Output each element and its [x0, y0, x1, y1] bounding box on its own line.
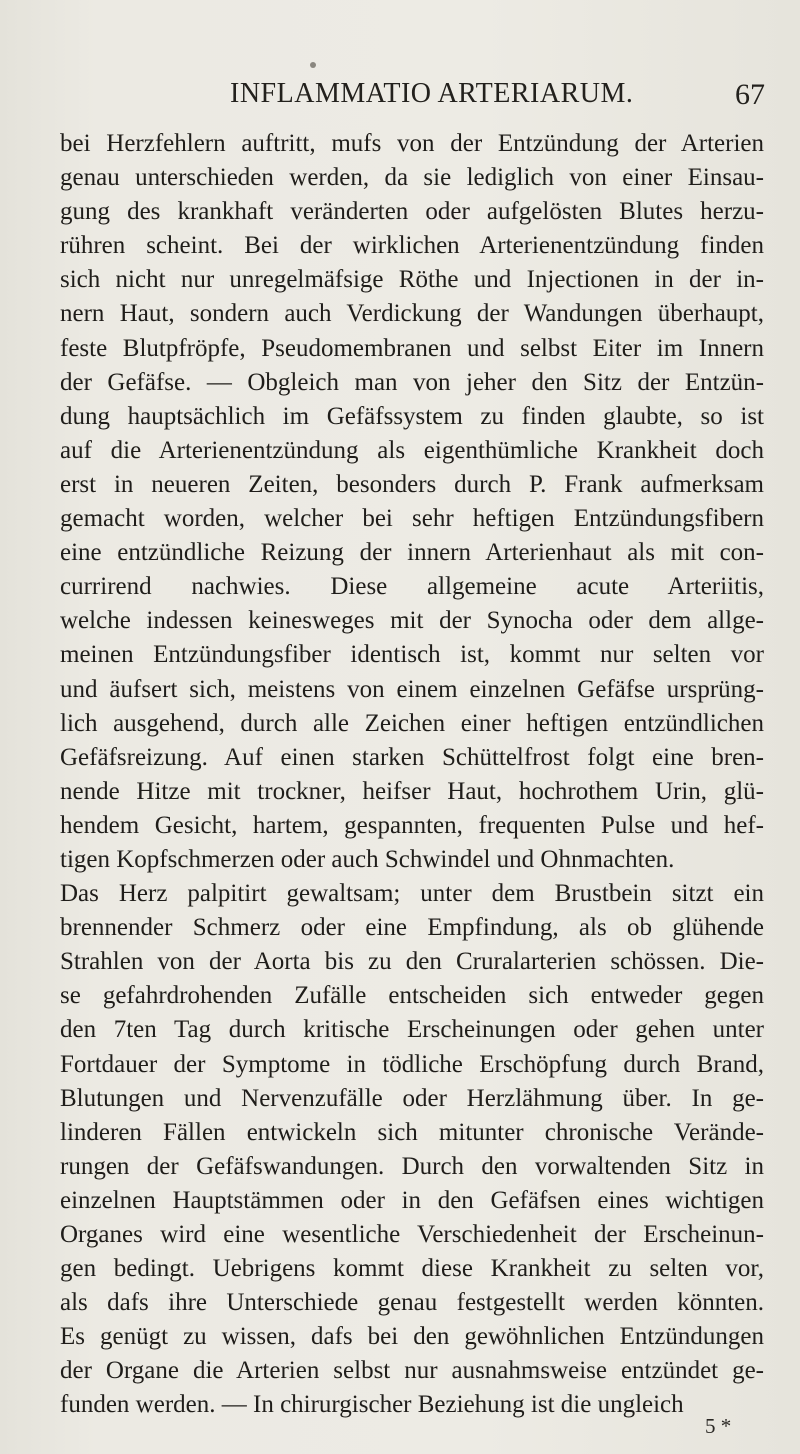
text-line: auf die Arterienentzündung als eigenthümliche Krankheit doch: [60, 436, 764, 464]
text-line: dung hauptsächlich im Gefäfssystem zu finden glaubte, so ist: [60, 402, 764, 430]
text-line: linderen Fällen entwickeln sich mitunter chronische Verände-: [60, 1118, 764, 1146]
printer-signature: 5 *: [705, 1414, 732, 1438]
text-line: hendem Gesicht, hartem, gespannten, frequenten Pulse und hef-: [60, 811, 764, 839]
text-line: als dafs ihre Unterschiede genau festgestellt werden könnten.: [60, 1289, 764, 1317]
running-title: INFLAMMATIO ARTERIARUM.: [230, 78, 634, 109]
text-line: der Gefäfse. — Obgleich man von jeher den Sitz der Entzün-: [60, 368, 764, 396]
text-line: currirend nachwies. Diese allgemeine acute Arteriitis,: [60, 573, 764, 601]
text-line: funden werden. — In chirurgischer Beziehung ist die ungleich: [60, 1391, 684, 1419]
text-line: der Organe die Arterien selbst nur ausnahmsweise entzündet ge-: [60, 1357, 764, 1385]
text-line: sich nicht nur unregelmäfsige Röthe und Injectionen in der in-: [60, 266, 764, 294]
text-line: Das Herz palpitirt gewaltsam; unter dem Brustbein sitzt ein: [60, 880, 764, 908]
text-line: genau unterschieden werden, da sie lediglich von einer Einsau-: [60, 164, 764, 192]
text-line: lich ausgehend, durch alle Zeichen einer heftigen entzündlichen: [60, 709, 764, 737]
text-line: und äufsert sich, meistens von einem einzelnen Gefäfse ursprüng-: [60, 675, 764, 703]
text-line: bei Herzfehlern auftritt, mufs von der Entzündung der Arterien: [60, 130, 764, 157]
text-line: gung des krankhaft veränderten oder aufgelösten Blutes herzu-: [60, 198, 764, 226]
page-number: 67: [735, 78, 765, 111]
text-line: den 7ten Tag durch kritische Erscheinungen oder gehen unter: [60, 1016, 764, 1044]
text-line: Gefäfsreizung. Auf einen starken Schüttelfrost folgt eine bren-: [60, 743, 764, 771]
ink-speck: [310, 62, 316, 68]
text-line: rungen der Gefäfswandungen. Durch den vorwaltenden Sitz in: [60, 1152, 764, 1180]
text-line: einzelnen Hauptstämmen oder in den Gefäfsen eines wichtigen: [60, 1186, 764, 1214]
text-line: Fortdauer der Symptome in tödliche Erschöpfung durch Brand,: [60, 1050, 764, 1078]
running-head: [60, 78, 765, 118]
text-line: Organes wird eine wesentliche Verschiedenheit der Erscheinun-: [60, 1221, 764, 1248]
text-line: Strahlen von der Aorta bis zu den Cruralarterien schössen. Die-: [60, 948, 764, 976]
text-line: gen bedingt. Uebrigens kommt diese Krankheit zu selten vor,: [60, 1255, 764, 1283]
text-line: gemacht worden, welcher bei sehr heftigen Entzündungsfibern: [60, 505, 764, 533]
text-line: feste Blutpfröpfe, Pseudomembranen und selbst Eiter im Innern: [60, 334, 764, 362]
text-line: eine entzündliche Reizung der innern Arterienhaut als mit con-: [60, 539, 764, 567]
text-line: tigen Kopfschmerzen oder auch Schwindel und Ohnmachten.: [60, 845, 675, 873]
text-line: nern Haut, sondern auch Verdickung der Wandungen überhaupt,: [60, 300, 764, 328]
text-line: Blutungen und Nervenzufälle oder Herzlähmung über. In ge-: [60, 1084, 764, 1112]
text-line: brennender Schmerz oder eine Empfindung, als ob glühende: [60, 914, 764, 942]
text-line: nende Hitze mit trockner, heifser Haut, hochrothem Urin, glü-: [60, 777, 764, 805]
text-line: meinen Entzündungsfiber identisch ist, kommt nur selten vor: [60, 641, 764, 669]
body-text: [60, 127, 764, 1423]
text-line: Es genügt zu wissen, dafs bei den gewöhnlichen Entzündungen: [60, 1323, 764, 1351]
text-line: erst in neueren Zeiten, besonders durch P. Frank aufmerksam: [60, 470, 764, 498]
text-line: rühren scheint. Bei der wirklichen Arterienentzündung finden: [60, 232, 764, 260]
text-line: welche indessen keinesweges mit der Synocha oder dem allge-: [60, 607, 764, 635]
text-line: se gefahrdrohenden Zufälle entscheiden sich entweder gegen: [60, 982, 764, 1010]
